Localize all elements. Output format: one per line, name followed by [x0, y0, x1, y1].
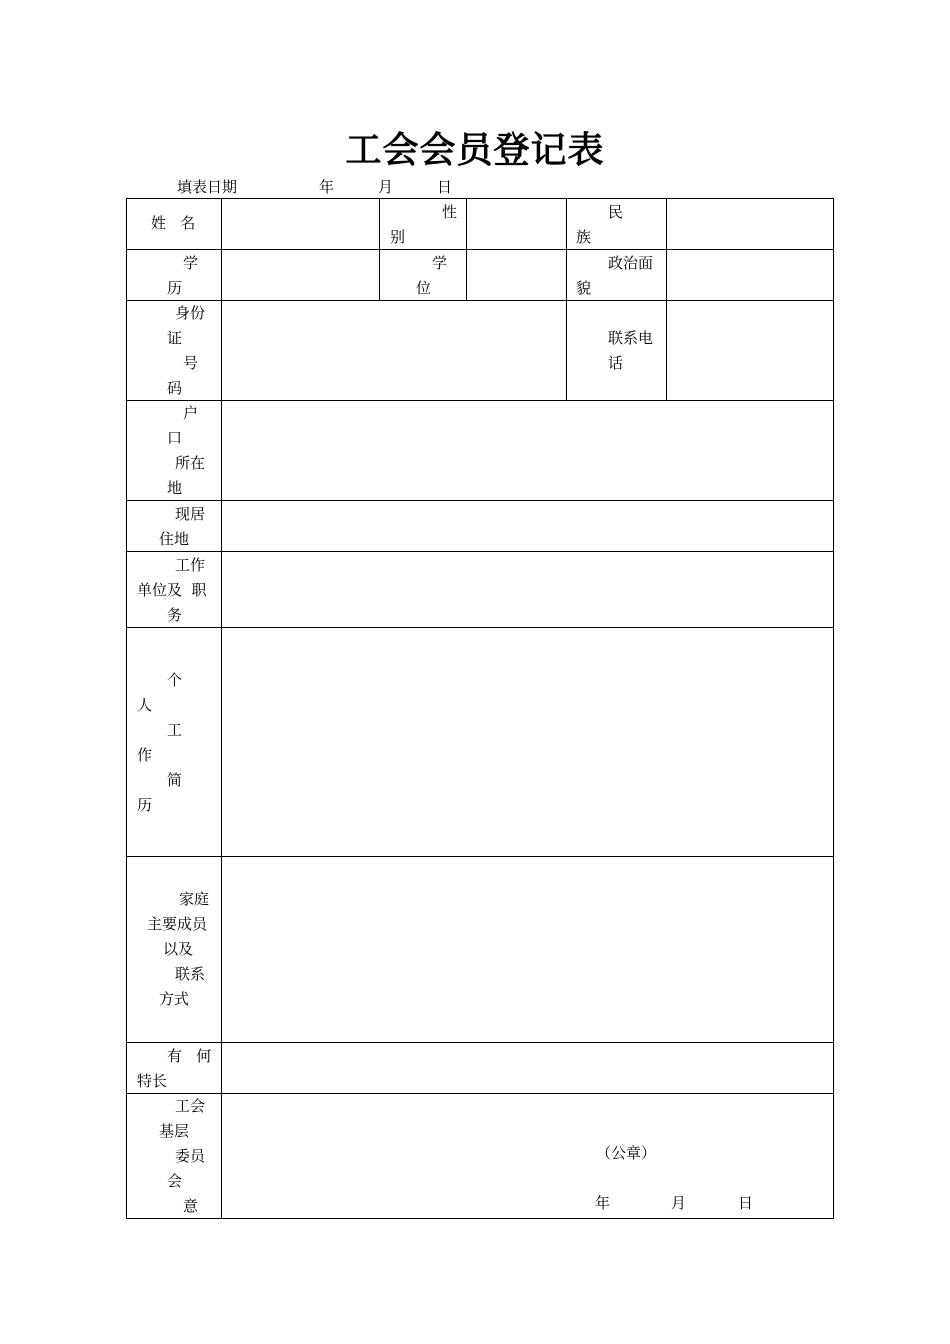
hukou-field[interactable] — [221, 400, 834, 501]
committee-label-line1: 工会 — [175, 1097, 206, 1115]
workplace-field[interactable] — [221, 551, 834, 628]
resume-label-line2: 人 — [137, 696, 153, 714]
fill-date-day: 日 — [437, 178, 453, 196]
sign-date-year: 年 — [595, 1194, 611, 1212]
name-label: 姓 名 — [151, 214, 196, 232]
fill-date-year: 年 — [319, 178, 335, 196]
hukou-label-line3: 所在 — [175, 454, 206, 472]
family-label-cell — [126, 856, 222, 1043]
registration-form-table — [126, 198, 834, 1219]
political-status-label-line1: 政治面 — [608, 254, 654, 272]
fill-date-month: 月 — [378, 178, 394, 196]
gender-label-line1: 性 — [442, 203, 458, 221]
name-label-cell — [126, 198, 222, 250]
official-seal-label: （公章） — [596, 1144, 657, 1162]
residence-label-line2: 住地 — [159, 530, 190, 548]
resume-label-line1: 个 — [167, 671, 183, 689]
specialty-label-cell — [126, 1042, 222, 1094]
phone-label-cell — [566, 300, 667, 401]
political-status-field[interactable] — [666, 249, 834, 301]
committee-label-cell — [126, 1093, 222, 1219]
workplace-label-line2: 单位及 职 — [137, 581, 207, 599]
id-number-label-cell — [126, 300, 222, 401]
resume-label-line6: 历 — [137, 796, 153, 814]
resume-label-line3: 工 — [167, 721, 183, 739]
family-label-line3: 以及 — [163, 940, 194, 958]
hukou-label-line1: 户 — [183, 404, 199, 422]
ethnicity-label-line2: 族 — [576, 228, 592, 246]
education-label-line2: 历 — [167, 279, 183, 297]
resume-label-line4: 作 — [137, 746, 153, 764]
political-status-label-cell — [566, 249, 667, 301]
workplace-label-cell — [126, 551, 222, 628]
education-label-line1: 学 — [183, 254, 199, 272]
family-label-line5: 方式 — [159, 990, 190, 1008]
education-field[interactable] — [221, 249, 380, 301]
residence-label-cell — [126, 500, 222, 552]
id-number-label-line1: 身份 — [175, 304, 206, 322]
phone-label-line1: 联系电 — [608, 329, 654, 347]
form-title: 工会会员登记表 — [345, 129, 605, 171]
hukou-label-cell — [126, 400, 222, 501]
workplace-label-line1: 工作 — [175, 556, 206, 574]
family-label-line2: 主要成员 — [147, 915, 208, 933]
specialty-field[interactable] — [221, 1042, 834, 1094]
gender-label-cell — [379, 198, 467, 250]
resume-label-line5: 简 — [167, 771, 183, 789]
sign-date-day: 日 — [738, 1194, 754, 1212]
id-number-field[interactable] — [221, 300, 567, 401]
hukou-label-line4: 地 — [167, 479, 183, 497]
phone-label-line2: 话 — [608, 354, 624, 372]
political-status-label-line2: 貌 — [576, 279, 592, 297]
residence-label-line1: 现居 — [175, 505, 206, 523]
degree-field[interactable] — [466, 249, 567, 301]
ethnicity-label-cell — [566, 198, 667, 250]
education-label-cell — [126, 249, 222, 301]
id-number-label-line2: 证 — [167, 329, 183, 347]
workplace-label-line3: 务 — [167, 606, 183, 624]
committee-label-line5: 意 — [183, 1197, 199, 1215]
gender-label-line2: 别 — [390, 228, 406, 246]
resume-label-cell — [126, 627, 222, 857]
degree-label-cell — [379, 249, 467, 301]
committee-label-line4: 会 — [167, 1172, 183, 1190]
residence-field[interactable] — [221, 500, 834, 552]
committee-label-line2: 基层 — [159, 1122, 190, 1140]
degree-label-line1: 学 — [432, 254, 448, 272]
specialty-label-line1: 有 何 — [167, 1047, 212, 1065]
id-number-label-line4: 码 — [167, 379, 183, 397]
gender-field[interactable] — [466, 198, 567, 250]
sign-date-month: 月 — [671, 1194, 687, 1212]
specialty-label-line2: 特长 — [137, 1072, 168, 1090]
ethnicity-field[interactable] — [666, 198, 834, 250]
fill-date-label: 填表日期 — [177, 178, 238, 196]
ethnicity-label-line1: 民 — [608, 203, 624, 221]
family-field[interactable] — [221, 856, 834, 1043]
family-label-line1: 家庭 — [179, 890, 210, 908]
hukou-label-line2: 口 — [167, 429, 183, 447]
committee-label-line3: 委员 — [175, 1147, 206, 1165]
id-number-label-line3: 号 — [183, 354, 199, 372]
family-label-line4: 联系 — [175, 965, 206, 983]
committee-opinion-field[interactable] — [221, 1093, 834, 1219]
degree-label-line2: 位 — [416, 279, 432, 297]
resume-field[interactable] — [221, 627, 834, 857]
name-field[interactable] — [221, 198, 380, 250]
phone-field[interactable] — [666, 300, 834, 401]
